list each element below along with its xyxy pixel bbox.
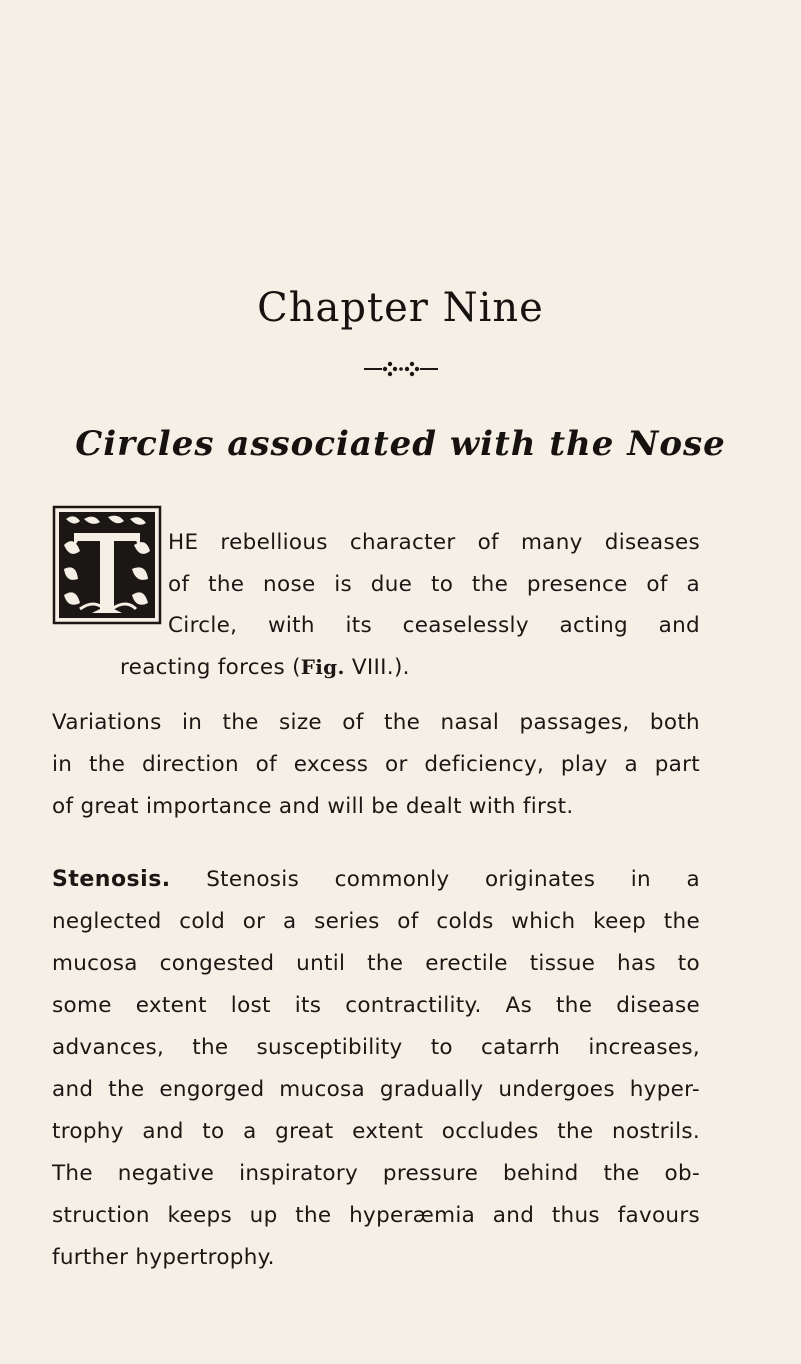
paragraph-line: neglected cold or a series of colds which keep the [52,909,700,934]
line-suffix: ). [393,655,410,680]
ornament-divider-icon [360,358,442,380]
line-rest: Stenosis commonly originates in a [206,867,700,892]
stenosis-heading: Stenosis. [52,867,171,892]
paragraph-line: mucosa congested until the erectile tissue has to [52,951,700,976]
drop-cap-t-icon [52,505,162,625]
figure-number: VIII. [351,655,394,680]
paragraph-line: HE rebellious character of many diseases [168,530,700,555]
paragraph-line: Circle, with its ceaselessly acting and [168,613,700,638]
paragraph-line: and the engorged mucosa gradually undergoes hyper- [52,1077,700,1102]
paragraph-line: The negative inspiratory pressure behind the ob- [52,1161,700,1186]
paragraph-line: of the nose is due to the presence of a [168,572,700,597]
paragraph-line: some extent lost its contractility. As the disease [52,993,700,1018]
line-prefix: reacting forces ( [120,655,301,680]
section-title: Circles associated with the Nose [75,424,726,464]
paragraph-line-with-fig-ref [120,652,700,682]
paragraph-line: advances, the susceptibility to catarrh increases, [52,1035,700,1060]
paragraph-line: in the direction of excess or deficiency, play a part [52,752,700,777]
figure-label: Fig. [300,655,345,679]
chapter-title: Chapter Nine [257,285,544,331]
paragraph-line: further hypertrophy. [52,1245,275,1270]
paragraph-line: trophy and to a great extent occludes the nostrils. [52,1119,700,1144]
paragraph-line: struction keeps up the hyperæmia and thus favours [52,1203,700,1228]
paragraph-line: of great importance and will be dealt with first. [52,794,574,819]
paragraph-line: Variations in the size of the nasal passages, both [52,710,700,735]
stenosis-first-line [52,865,700,895]
